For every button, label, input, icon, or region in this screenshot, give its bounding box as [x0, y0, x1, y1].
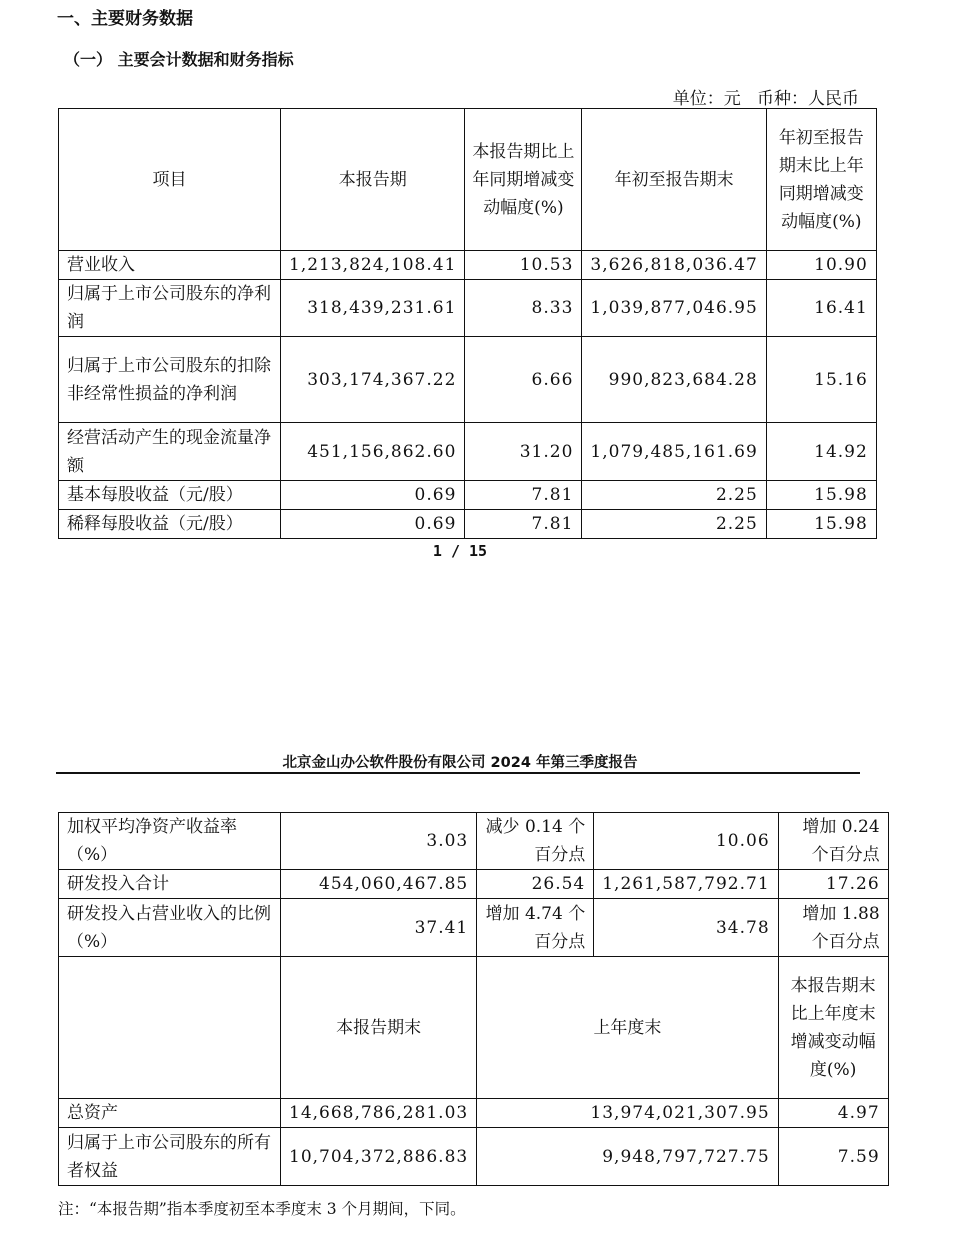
row-current: 318,439,231.61	[281, 280, 465, 337]
row-item: 稀释每股收益（元/股）	[59, 510, 281, 539]
row-current-change: 8.33	[465, 280, 582, 337]
row-ytd-change: 15.98	[766, 510, 876, 539]
section-heading: 一、主要财务数据	[57, 9, 193, 29]
row-ytd: 10.06	[594, 813, 778, 870]
row-ytd: 3,626,818,036.47	[582, 251, 766, 280]
row-item: 归属于上市公司股东的所有者权益	[59, 1128, 281, 1186]
row-current: 0.69	[281, 481, 465, 510]
table-row	[59, 813, 889, 870]
row-current-change: 7.81	[465, 510, 582, 539]
row-item: 研发投入占营业收入的比例（%）	[59, 899, 281, 957]
row-ytd-change: 17.26	[778, 870, 888, 899]
financial-table-2	[58, 812, 889, 1186]
row-current-change: 7.81	[465, 481, 582, 510]
row-item: 总资产	[59, 1099, 281, 1128]
row-ytd: 990,823,684.28	[582, 337, 766, 423]
row-ytd-change: 增加 0.24 个百分点	[778, 813, 888, 870]
row-ytd-change: 16.41	[766, 280, 876, 337]
col-header-ytd-change: 年初至报告期末比上年同期增减变动幅度(%)	[766, 109, 876, 251]
row-prior-year-end: 13,974,021,307.95	[477, 1099, 778, 1128]
footnote: 注：“本报告期”指本季度初至本季度末 3 个月期间，下同。	[58, 1200, 466, 1218]
table-row	[59, 1099, 889, 1128]
row-ytd-change: 15.98	[766, 481, 876, 510]
table2-header-row	[59, 957, 889, 1099]
table-row	[59, 280, 877, 337]
table-row	[59, 1128, 889, 1186]
row-ytd: 34.78	[594, 899, 778, 957]
table-row	[59, 251, 877, 280]
row-ytd-change: 14.92	[766, 423, 876, 481]
row-ytd: 1,039,877,046.95	[582, 280, 766, 337]
table-row	[59, 510, 877, 539]
page-number: 1 / 15	[432, 542, 488, 560]
row-ytd: 1,079,485,161.69	[582, 423, 766, 481]
row-item: 归属于上市公司股东的扣除非经常性损益的净利润	[59, 337, 281, 423]
table-row	[59, 423, 877, 481]
col-header-current-change: 本报告期比上年同期增减变动幅度(%)	[465, 109, 582, 251]
row-current: 3.03	[281, 813, 477, 870]
row-current: 1,213,824,108.41	[281, 251, 465, 280]
row-current-change: 增加 4.74 个百分点	[477, 899, 594, 957]
row-item: 基本每股收益（元/股）	[59, 481, 281, 510]
row-ytd-change: 增加 1.88 个百分点	[778, 899, 888, 957]
row-item: 经营活动产生的现金流量净额	[59, 423, 281, 481]
row-ytd: 2.25	[582, 481, 766, 510]
table-row	[59, 337, 877, 423]
row-current: 37.41	[281, 899, 477, 957]
col-header-period-end: 本报告期末	[281, 957, 477, 1099]
table-row	[59, 870, 889, 899]
row-item: 研发投入合计	[59, 870, 281, 899]
row-ytd-change: 15.16	[766, 337, 876, 423]
table-row	[59, 899, 889, 957]
col-header-prior-year-end: 上年度末	[477, 957, 778, 1099]
row-ytd-change: 10.90	[766, 251, 876, 280]
financial-table-1	[58, 108, 877, 539]
row-prior-year-end: 9,948,797,727.75	[477, 1128, 778, 1186]
row-current: 451,156,862.60	[281, 423, 465, 481]
row-item: 加权平均净资产收益率（%）	[59, 813, 281, 870]
row-period-end: 14,668,786,281.03	[281, 1099, 477, 1128]
row-item: 归属于上市公司股东的净利润	[59, 280, 281, 337]
subsection-heading: （一） 主要会计数据和财务指标	[64, 50, 294, 69]
col-header-change: 本报告期末比上年度末增减变动幅度(%)	[778, 957, 888, 1099]
row-ytd: 2.25	[582, 510, 766, 539]
row-change: 4.97	[778, 1099, 888, 1128]
unit-currency-line: 单位：元 币种：人民币	[672, 89, 859, 109]
row-ytd: 1,261,587,792.71	[594, 870, 778, 899]
row-current: 0.69	[281, 510, 465, 539]
table1-header-row	[59, 109, 877, 251]
row-current: 303,174,367.22	[281, 337, 465, 423]
col-header-empty	[59, 957, 281, 1099]
row-current-change: 10.53	[465, 251, 582, 280]
row-change: 7.59	[778, 1128, 888, 1186]
row-item: 营业收入	[59, 251, 281, 280]
row-current: 454,060,467.85	[281, 870, 477, 899]
col-header-ytd: 年初至报告期末	[582, 109, 766, 251]
col-header-item: 项目	[59, 109, 281, 251]
row-current-change: 6.66	[465, 337, 582, 423]
header-rule	[56, 772, 860, 774]
row-period-end: 10,704,372,886.83	[281, 1128, 477, 1186]
table-row	[59, 481, 877, 510]
row-current-change: 减少 0.14 个百分点	[477, 813, 594, 870]
row-current-change: 26.54	[477, 870, 594, 899]
report-header: 北京金山办公软件股份有限公司 2024 年第三季度报告	[282, 755, 638, 771]
col-header-current: 本报告期	[281, 109, 465, 251]
row-current-change: 31.20	[465, 423, 582, 481]
